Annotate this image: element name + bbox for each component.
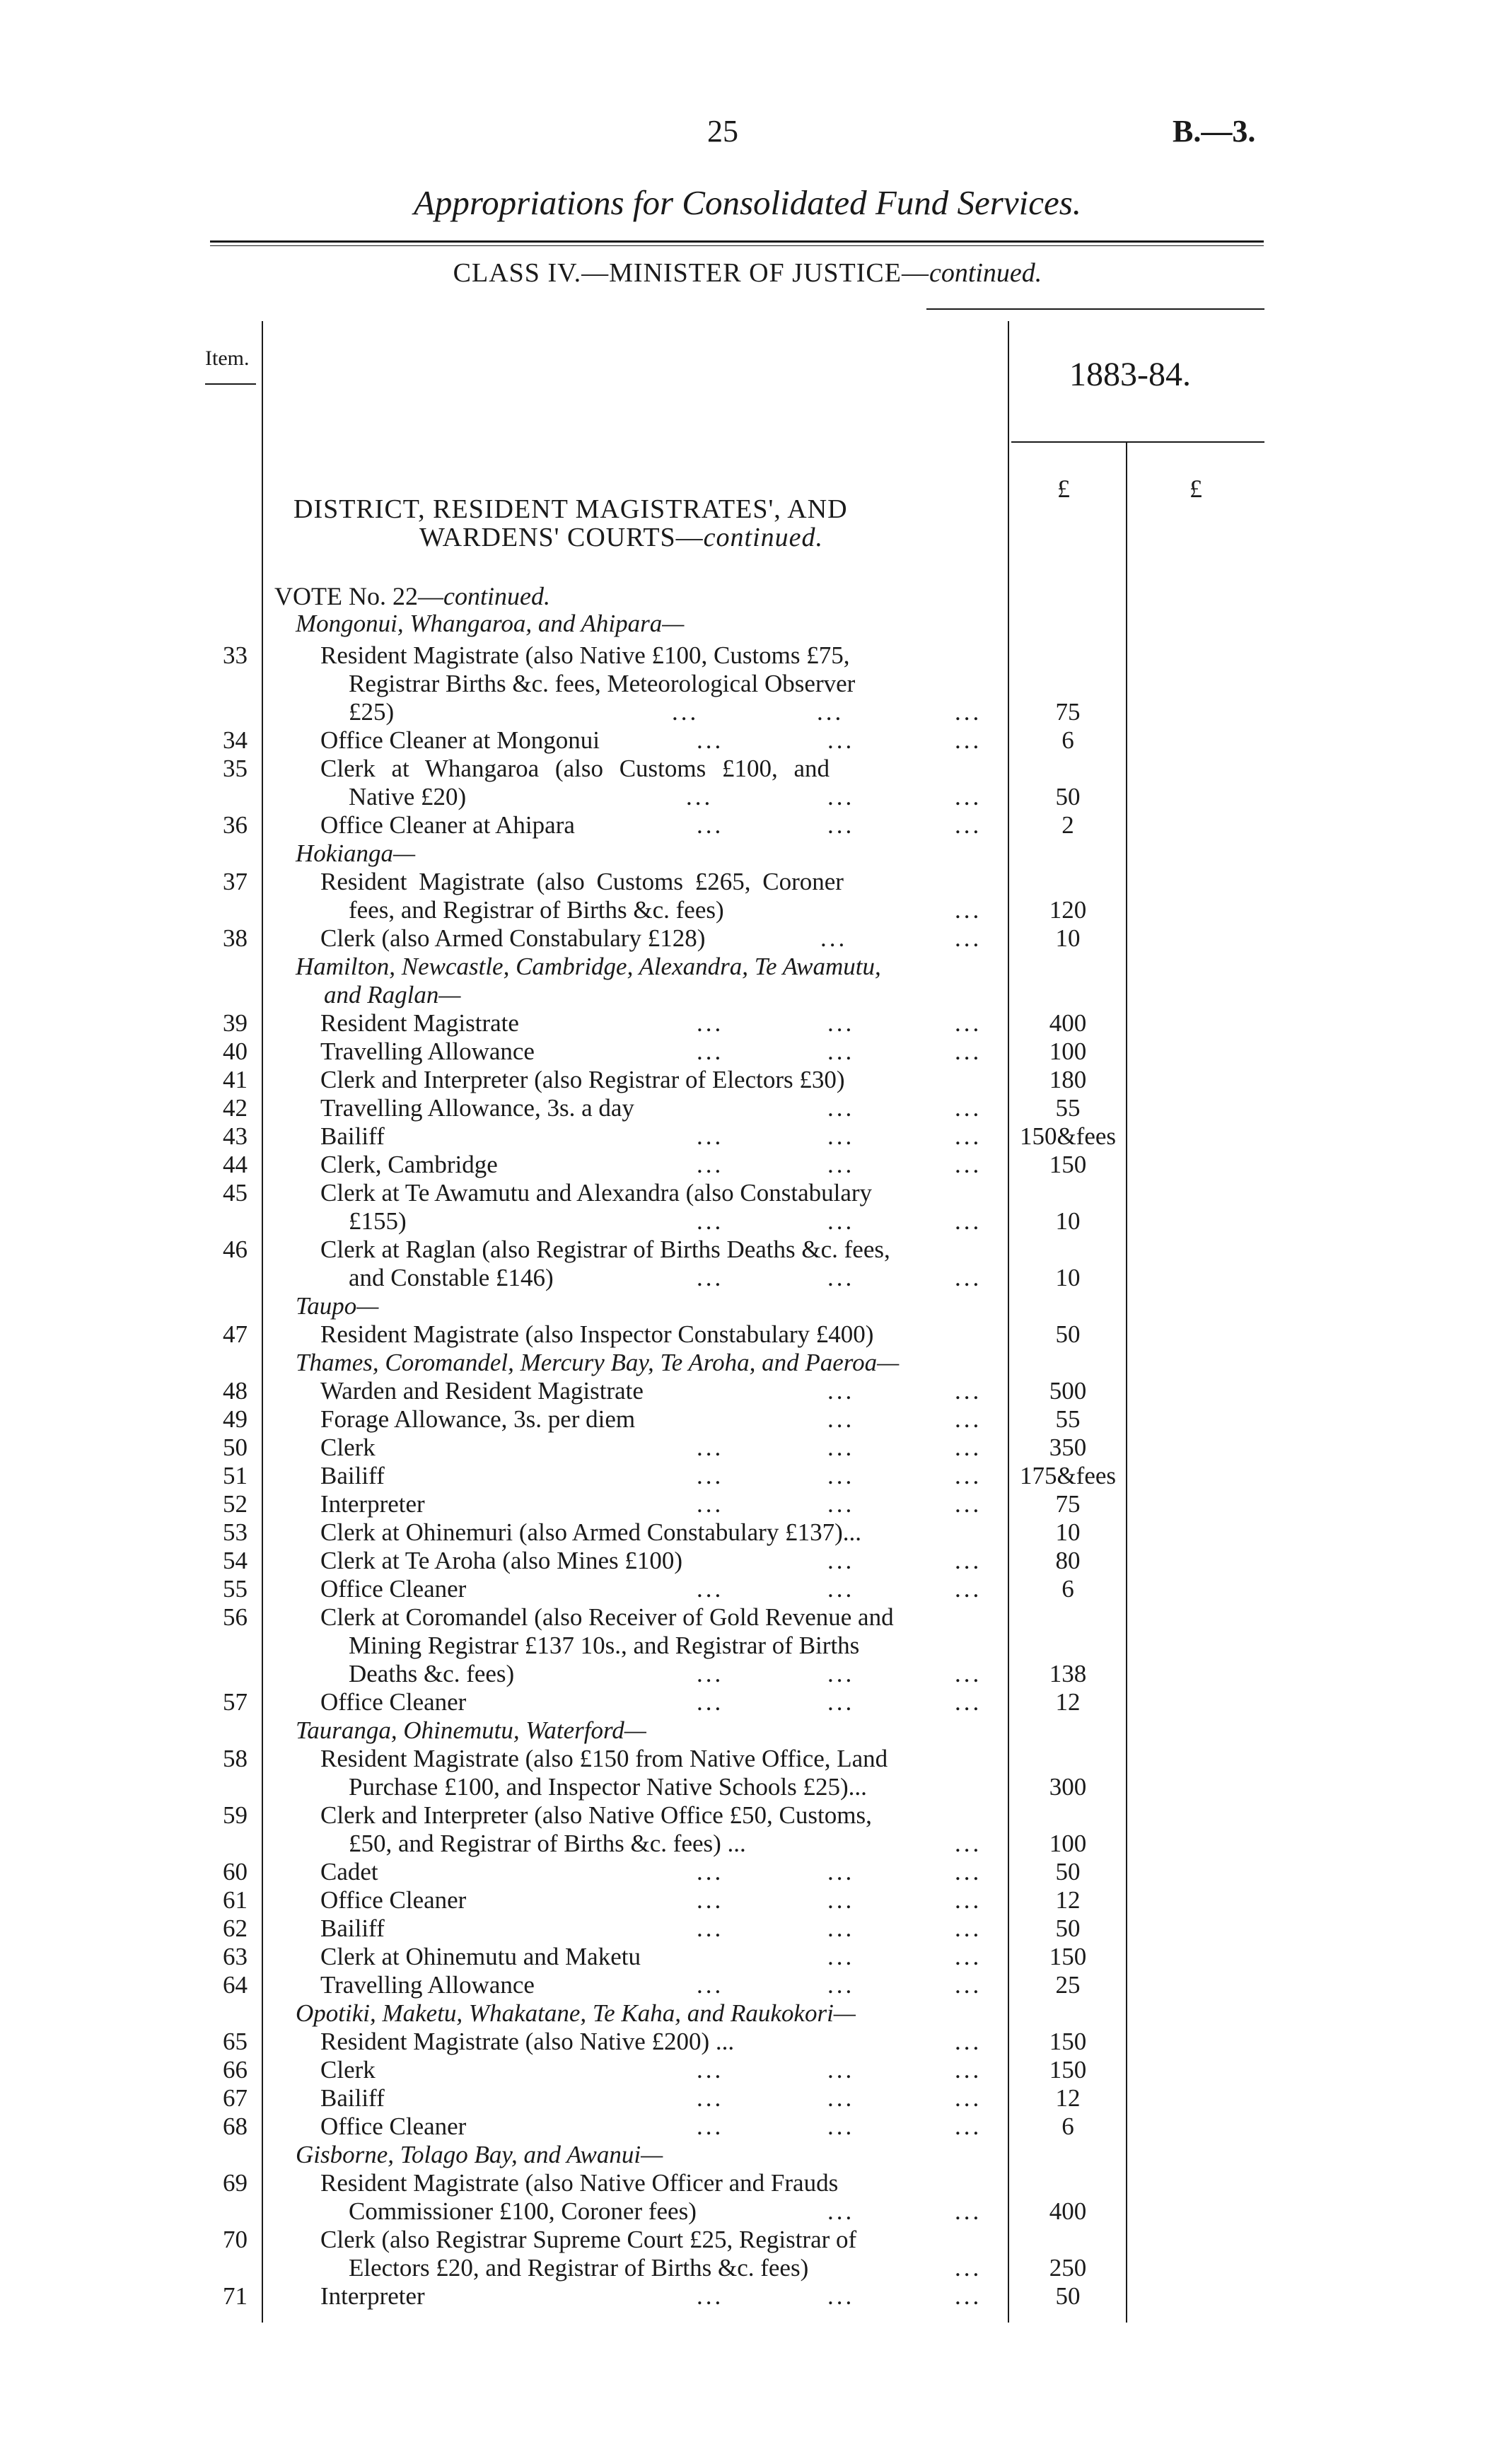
leader-dots: ... [955, 1490, 982, 1518]
item-amount: 12 [1055, 2084, 1081, 2112]
leader-dots: ... [955, 1660, 982, 1687]
item-amount: 10 [1055, 1264, 1081, 1291]
leader-dots: ... [827, 1094, 855, 1122]
leader-dots: ... [697, 1858, 724, 1885]
item-number: 61 [223, 1886, 248, 1914]
leader-dots: ... [955, 2113, 982, 2140]
item-description-cont: Purchase £100, and Inspector Native Schools £25)... [349, 1773, 867, 1801]
item-description: Clerk [320, 1434, 376, 1461]
item-number: 70 [223, 2226, 248, 2253]
leader-dots: ... [697, 1462, 724, 1489]
leader-dots: ... [827, 1038, 855, 1065]
item-description: Office Cleaner [320, 1575, 467, 1603]
item-amount: 10 [1055, 1207, 1081, 1235]
item-number: 40 [223, 1038, 248, 1065]
leader-dots: ... [697, 1886, 724, 1914]
leader-dots: ... [955, 924, 982, 952]
leader-dots: ... [827, 1943, 855, 1970]
leader-dots: ... [955, 1858, 982, 1885]
leader-dots: ... [827, 783, 855, 810]
item-description: Clerk at Ohinemutu and Maketu [320, 1943, 641, 1970]
leader-dots: ... [955, 1405, 982, 1433]
item-amount: 175&fees [1019, 1462, 1117, 1489]
leader-dots: ... [827, 2056, 855, 2084]
item-description: Bailiff [320, 1122, 385, 1150]
leader-dots: ... [827, 726, 855, 754]
item-description: Clerk (also Registrar Supreme Court £25, Registrar of [320, 2226, 857, 2253]
leader-dots: ... [955, 2056, 982, 2084]
item-number: 58 [223, 1745, 248, 1772]
leader-dots: ... [827, 1886, 855, 1914]
leader-dots: ... [955, 1462, 982, 1489]
leader-dots: ... [697, 2282, 724, 2310]
item-description: Clerk at Ohinemuri (also Armed Constabulary £137)... [320, 1518, 861, 1546]
item-description: Clerk at Te Aroha (also Mines £100) [320, 1547, 683, 1574]
leader-dots: ... [827, 1688, 855, 1716]
leader-dots: ... [697, 811, 724, 839]
item-description: Resident Magistrate (also Native £100, Customs £75, [320, 641, 850, 669]
item-column-rule [262, 321, 263, 2323]
item-amount: 50 [1055, 2282, 1081, 2310]
section-heading-line-1: DISTRICT, RESIDENT MAGISTRATES', AND [293, 494, 848, 524]
leader-dots: ... [672, 698, 699, 726]
leader-dots: ... [697, 1490, 724, 1518]
item-number: 46 [223, 1236, 248, 1263]
leader-dots: ... [827, 1575, 855, 1603]
leader-dots: ... [955, 1207, 982, 1235]
item-description: Clerk, Cambridge [320, 1151, 498, 1178]
item-description: Clerk [320, 2056, 376, 2084]
leader-dots: ... [697, 1660, 724, 1687]
leader-dots: ... [827, 1122, 855, 1150]
class-heading-rule [926, 308, 1264, 310]
leader-dots: ... [697, 1122, 724, 1150]
leader-dots: ... [955, 1434, 982, 1461]
leader-dots: ... [827, 1490, 855, 1518]
item-description: Travelling Allowance [320, 1038, 535, 1065]
item-description: Resident Magistrate (also Native Officer and Frauds [320, 2169, 839, 2197]
item-amount: 6 [1061, 2113, 1074, 2140]
page-title: Appropriations for Consolidated Fund Services. [413, 183, 1082, 222]
item-amount: 500 [1049, 1377, 1087, 1405]
item-number: 35 [223, 755, 248, 782]
pound-column-header-1: £ [1057, 475, 1070, 503]
item-description-cont: fees, and Registrar of Births &c. fees) [349, 896, 724, 924]
item-number: 71 [223, 2282, 248, 2310]
item-number: 60 [223, 1858, 248, 1885]
leader-dots: ... [827, 1971, 855, 1999]
leader-dots: ... [827, 1914, 855, 1942]
leader-dots: ... [827, 2282, 855, 2310]
leader-dots: ... [827, 1009, 855, 1037]
item-number: 41 [223, 1066, 248, 1093]
item-description: Forage Allowance, 3s. per diem [320, 1405, 636, 1433]
item-amount: 400 [1049, 2197, 1087, 2225]
item-amount: 25 [1055, 1971, 1081, 1999]
item-description-cont: Native £20) [349, 783, 467, 810]
item-number: 49 [223, 1405, 248, 1433]
item-number: 62 [223, 1914, 248, 1942]
item-number: 54 [223, 1547, 248, 1574]
leader-dots: ... [697, 2056, 724, 2084]
item-amount: 100 [1049, 1830, 1087, 1857]
item-description: Bailiff [320, 1914, 385, 1942]
item-description: Clerk (also Armed Constabulary £128) [320, 924, 706, 952]
item-description-cont: Commissioner £100, Coroner fees) [349, 2197, 697, 2225]
item-number: 67 [223, 2084, 248, 2112]
item-number: 63 [223, 1943, 248, 1970]
item-description: Clerk at Raglan (also Registrar of Births Deaths &c. fees, [320, 1236, 890, 1263]
leader-dots: ... [955, 2028, 982, 2055]
item-number: 43 [223, 1122, 248, 1150]
leader-dots: ... [827, 2113, 855, 2140]
item-number: 44 [223, 1151, 248, 1178]
item-number: 33 [223, 641, 248, 669]
subhead-mongonui: Mongonui, Whangaroa, and Ahipara— [296, 610, 685, 637]
leader-dots: ... [955, 698, 982, 726]
leader-dots: ... [955, 1830, 982, 1857]
item-description-cont: Electors £20, and Registrar of Births &c. fees) [349, 2254, 809, 2282]
subhead-hamilton-cont: and Raglan— [324, 981, 461, 1009]
item-amount: 250 [1049, 2254, 1087, 2282]
item-description: Office Cleaner at Ahipara [320, 811, 575, 839]
leader-dots: ... [955, 783, 982, 810]
item-number: 50 [223, 1434, 248, 1461]
item-number: 68 [223, 2113, 248, 2140]
item-number: 57 [223, 1688, 248, 1716]
section-heading-line-2: WARDENS' COURTS—continued. [419, 523, 824, 552]
item-number: 69 [223, 2169, 248, 2197]
item-amount: 50 [1055, 1914, 1081, 1942]
leader-dots: ... [955, 1264, 982, 1291]
item-description: Clerk at Whangaroa (also Customs £100, and [320, 755, 830, 782]
item-description: Clerk and Interpreter (also Native Office £50, Customs, [320, 1801, 872, 1829]
leader-dots: ... [827, 2084, 855, 2112]
leader-dots: ... [955, 726, 982, 754]
vote-heading: VOTE No. 22—continued. [274, 582, 550, 610]
leader-dots: ... [686, 783, 714, 810]
item-header-underline [205, 383, 256, 385]
item-amount: 150 [1049, 2056, 1087, 2084]
subhead-thames: Thames, Coromandel, Mercury Bay, Te Aroha, and Paeroa— [296, 1349, 900, 1376]
leader-dots: ... [697, 2084, 724, 2112]
item-description: Office Cleaner [320, 1688, 467, 1716]
item-description-cont: Deaths &c. fees) [349, 1660, 515, 1687]
leader-dots: ... [697, 1971, 724, 1999]
item-description: Office Cleaner at Mongonui [320, 726, 600, 754]
item-amount: 150 [1049, 2028, 1087, 2055]
item-amount: 150 [1049, 1151, 1087, 1178]
leader-dots: ... [955, 1094, 982, 1122]
item-amount: 50 [1055, 783, 1081, 810]
leader-dots: ... [827, 1264, 855, 1291]
leader-dots: ... [955, 1914, 982, 1942]
leader-dots: ... [827, 1547, 855, 1574]
item-description: Travelling Allowance, 3s. a day [320, 1094, 634, 1122]
leader-dots: ... [820, 924, 848, 952]
leader-dots: ... [697, 1264, 724, 1291]
item-description: Warden and Resident Magistrate [320, 1377, 644, 1405]
leader-dots: ... [955, 1971, 982, 1999]
item-description: Bailiff [320, 1462, 385, 1489]
item-number: 39 [223, 1009, 248, 1037]
section-heading [293, 495, 987, 552]
item-description: Bailiff [320, 2084, 385, 2112]
leader-dots: ... [827, 811, 855, 839]
item-number: 36 [223, 811, 248, 839]
leader-dots: ... [955, 1151, 982, 1178]
item-amount: 100 [1049, 1038, 1087, 1065]
leader-dots: ... [697, 726, 724, 754]
item-number: 53 [223, 1518, 248, 1546]
leader-dots: ... [955, 896, 982, 924]
leader-dots: ... [697, 1688, 724, 1716]
item-description: Clerk at Coromandel (also Receiver of Gold Revenue and [320, 1603, 894, 1631]
item-amount: 2 [1061, 811, 1074, 839]
pound-column-header-2: £ [1189, 475, 1202, 503]
leader-dots: ... [955, 1943, 982, 1970]
page-number: 25 [707, 114, 738, 149]
leader-dots: ... [827, 1151, 855, 1178]
subhead-hamilton: Hamilton, Newcastle, Cambridge, Alexandra, Te Awamutu, [296, 953, 881, 980]
item-number: 47 [223, 1320, 248, 1348]
item-amount: 10 [1055, 924, 1081, 952]
item-number: 59 [223, 1801, 248, 1829]
subhead-gisborne: Gisborne, Tolago Bay, and Awanui— [296, 2141, 663, 2168]
leader-dots: ... [827, 1405, 855, 1433]
item-description: Resident Magistrate (also Native £200) ... [320, 2028, 735, 2055]
leader-dots: ... [697, 1914, 724, 1942]
item-number: 64 [223, 1971, 248, 1999]
item-amount: 75 [1055, 698, 1081, 726]
leader-dots: ... [955, 1547, 982, 1574]
leader-dots: ... [955, 1575, 982, 1603]
item-number: 45 [223, 1179, 248, 1207]
subhead-tauranga: Tauranga, Ohinemutu, Waterford— [296, 1716, 646, 1744]
item-amount: 180 [1049, 1066, 1087, 1093]
item-column-header: Item. [205, 347, 250, 370]
leader-dots: ... [697, 1575, 724, 1603]
subhead-hokianga: Hokianga— [296, 839, 416, 867]
leader-dots: ... [817, 698, 844, 726]
item-amount: 75 [1055, 1490, 1081, 1518]
leader-dots: ... [697, 1207, 724, 1235]
item-amount: 80 [1055, 1547, 1081, 1574]
leader-dots: ... [955, 2254, 982, 2282]
leader-dots: ... [827, 1660, 855, 1687]
leader-dots: ... [697, 1434, 724, 1461]
item-description: Resident Magistrate (also Inspector Constabulary £400) [320, 1320, 874, 1348]
item-description-cont: £50, and Registrar of Births &c. fees) ... [349, 1830, 746, 1857]
item-description: Resident Magistrate (also £150 from Native Office, Land [320, 1745, 888, 1772]
item-amount: 50 [1055, 1320, 1081, 1348]
item-amount: 50 [1055, 1858, 1081, 1885]
year-header-underline [1011, 441, 1264, 443]
item-number: 37 [223, 868, 248, 895]
item-amount: 150&fees [1019, 1122, 1117, 1150]
class-heading-main: CLASS IV.—MINISTER OF JUSTICE— [453, 258, 929, 288]
item-description-cont: £155) [349, 1207, 407, 1235]
header-rule-second [210, 245, 1264, 246]
leader-dots: ... [827, 1462, 855, 1489]
header-rule-top [210, 240, 1264, 243]
leader-dots: ... [955, 1122, 982, 1150]
item-description-cont: Registrar Births &c. fees, Meteorological Observer [349, 670, 856, 697]
item-description-cont: and Constable £146) [349, 1264, 554, 1291]
leader-dots: ... [697, 1009, 724, 1037]
leader-dots: ... [827, 2197, 855, 2225]
leader-dots: ... [955, 2197, 982, 2225]
item-number: 52 [223, 1490, 248, 1518]
item-number: 38 [223, 924, 248, 952]
item-amount: 138 [1049, 1660, 1087, 1687]
item-description: Office Cleaner [320, 1886, 467, 1914]
leader-dots: ... [955, 1038, 982, 1065]
item-amount: 300 [1049, 1773, 1087, 1801]
item-amount: 12 [1055, 1688, 1081, 1716]
leader-dots: ... [955, 2282, 982, 2310]
item-amount: 55 [1055, 1405, 1081, 1433]
leader-dots: ... [955, 1886, 982, 1914]
item-description: Travelling Allowance [320, 1971, 535, 1999]
item-number: 66 [223, 2056, 248, 2084]
subhead-taupo: Taupo— [296, 1292, 379, 1320]
item-description: Clerk at Te Awamutu and Alexandra (also Constabulary [320, 1179, 873, 1207]
leader-dots: ... [827, 1207, 855, 1235]
leader-dots: ... [955, 811, 982, 839]
item-number: 51 [223, 1462, 248, 1489]
document-reference: B.—3. [1173, 114, 1256, 149]
leader-dots: ... [955, 1377, 982, 1405]
item-number: 34 [223, 726, 248, 754]
leader-dots: ... [827, 1434, 855, 1461]
item-amount: 12 [1055, 1886, 1081, 1914]
item-amount: 120 [1049, 896, 1087, 924]
item-amount: 150 [1049, 1943, 1087, 1970]
item-number: 55 [223, 1575, 248, 1603]
class-heading [0, 257, 1495, 289]
leader-dots: ... [697, 2113, 724, 2140]
class-heading-suffix: continued. [929, 258, 1042, 288]
item-description: Interpreter [320, 2282, 425, 2310]
leader-dots: ... [827, 1377, 855, 1405]
leader-dots: ... [955, 1009, 982, 1037]
item-number: 56 [223, 1603, 248, 1631]
item-description: Cadet [320, 1858, 378, 1885]
item-description: Resident Magistrate (also Customs £265, Coroner [320, 868, 844, 895]
leader-dots: ... [955, 2084, 982, 2112]
item-description-cont: Mining Registrar £137 10s., and Registrar of Births [349, 1632, 860, 1659]
subhead-opotiki: Opotiki, Maketu, Whakatane, Te Kaha, and Raukokori— [296, 1999, 856, 2027]
leader-dots: ... [697, 1151, 724, 1178]
item-amount: 400 [1049, 1009, 1087, 1037]
item-number: 42 [223, 1094, 248, 1122]
year-column-header: 1883-84. [1069, 356, 1191, 393]
leader-dots: ... [955, 1688, 982, 1716]
leader-dots: ... [697, 1038, 724, 1065]
item-description: Clerk and Interpreter (also Registrar of Electors £30) [320, 1066, 845, 1093]
item-amount: 6 [1061, 1575, 1074, 1603]
item-number: 48 [223, 1377, 248, 1405]
item-amount: 350 [1049, 1434, 1087, 1461]
item-description: Resident Magistrate [320, 1009, 519, 1037]
item-description: Office Cleaner [320, 2113, 467, 2140]
item-description: Interpreter [320, 1490, 425, 1518]
item-number: 65 [223, 2028, 248, 2055]
item-amount: 6 [1061, 726, 1074, 754]
item-amount: 55 [1055, 1094, 1081, 1122]
item-description-cont: £25) [349, 698, 395, 726]
item-amount: 10 [1055, 1518, 1081, 1546]
leader-dots: ... [827, 1858, 855, 1885]
